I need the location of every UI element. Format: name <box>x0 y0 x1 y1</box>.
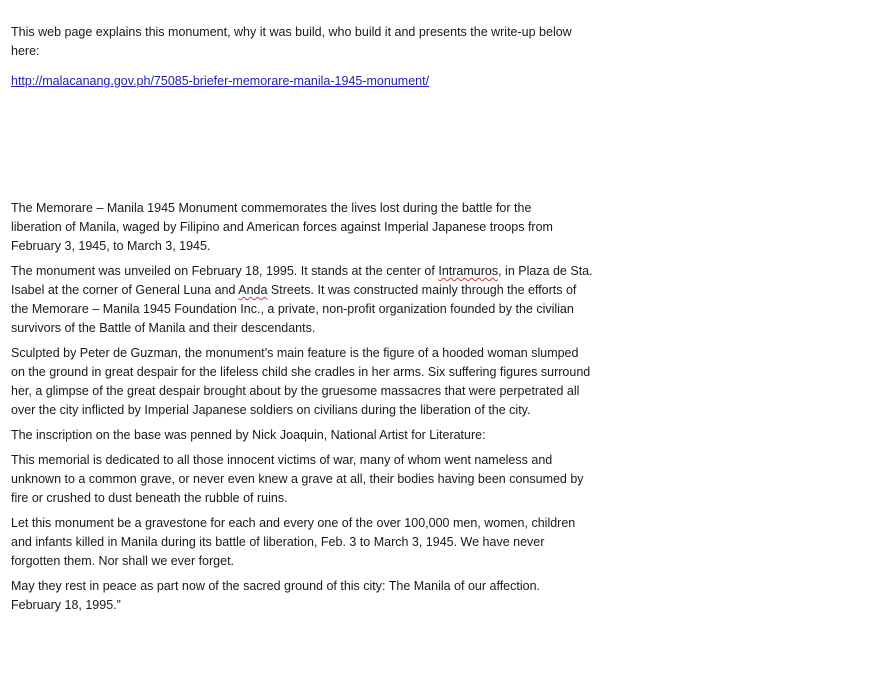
paragraph-unveiling <box>11 262 601 338</box>
paragraph-unveiling-text-b: , in Plaza de Sta. Isabel at the corner of General Luna and <box>11 264 593 297</box>
paragraph-dedication: This memorial is dedicated to all those innocent victims of war, many of whom went nameless and unknown to a common grave, or never even knew a grave at all, their bodies having been consumed by fire or crushed to dust beneath the rubble of ruins. <box>11 453 584 505</box>
paragraph-sculpture: Sculpted by Peter de Guzman, the monument’s main feature is the figure of a hooded woman slumped on the ground in great despair for the lifeless child she cradles in her arms. Six suffering figures surround her, a glimpse of the great despair brought about by the gruesome massacres that were perpetrated all over the city inflicted by Imperial Japanese soldiers on civilians during the liberation of the city. <box>11 346 591 417</box>
paragraph-closing: May they rest in peace as part now of the sacred ground of this city: The Manila of our affection. February 18, 1995.” <box>11 579 540 612</box>
intro-paragraph: This web page explains this monument, why it was build, who build it and presents the write-up below here: <box>11 25 572 58</box>
source-link[interactable]: http://malacanang.gov.ph/75085-briefer-memorare-manila-1945-monument/ <box>11 74 430 88</box>
paragraph-commemoration: The Memorare – Manila 1945 Monument commemorates the lives lost during the battle for the liberation of Manila, waged by Filipino and American forces against Imperial Japanese troops from February 3, 1945, to March 3, 1945. <box>11 201 553 253</box>
paragraph-unveiling-text-a: The monument was unveiled on February 18, 1995. It stands at the center of <box>11 264 439 278</box>
article-body <box>11 199 601 621</box>
spellcheck-word-anda: Anda <box>238 283 268 297</box>
paragraph-gravestone: Let this monument be a gravestone for each and every one of the over 100,000 men, women, children and infants killed in Manila during its battle of liberation, Feb. 3 to March 3, 1945. We have never forgotten them. Nor shall we ever forget. <box>11 516 576 568</box>
paragraph-unveiling-text-c: Streets. It was constructed mainly through the efforts of the Memorare – Manila 1945 Foundation Inc., a private, non-profit organization founded by the civilian survivors of the Battle of Manila and their descendants. <box>11 283 577 335</box>
spellcheck-word-intramuros: Intramuros <box>438 264 499 278</box>
paragraph-inscription-intro: The inscription on the base was penned by Nick Joaquin, National Artist for Literature: <box>11 428 486 442</box>
